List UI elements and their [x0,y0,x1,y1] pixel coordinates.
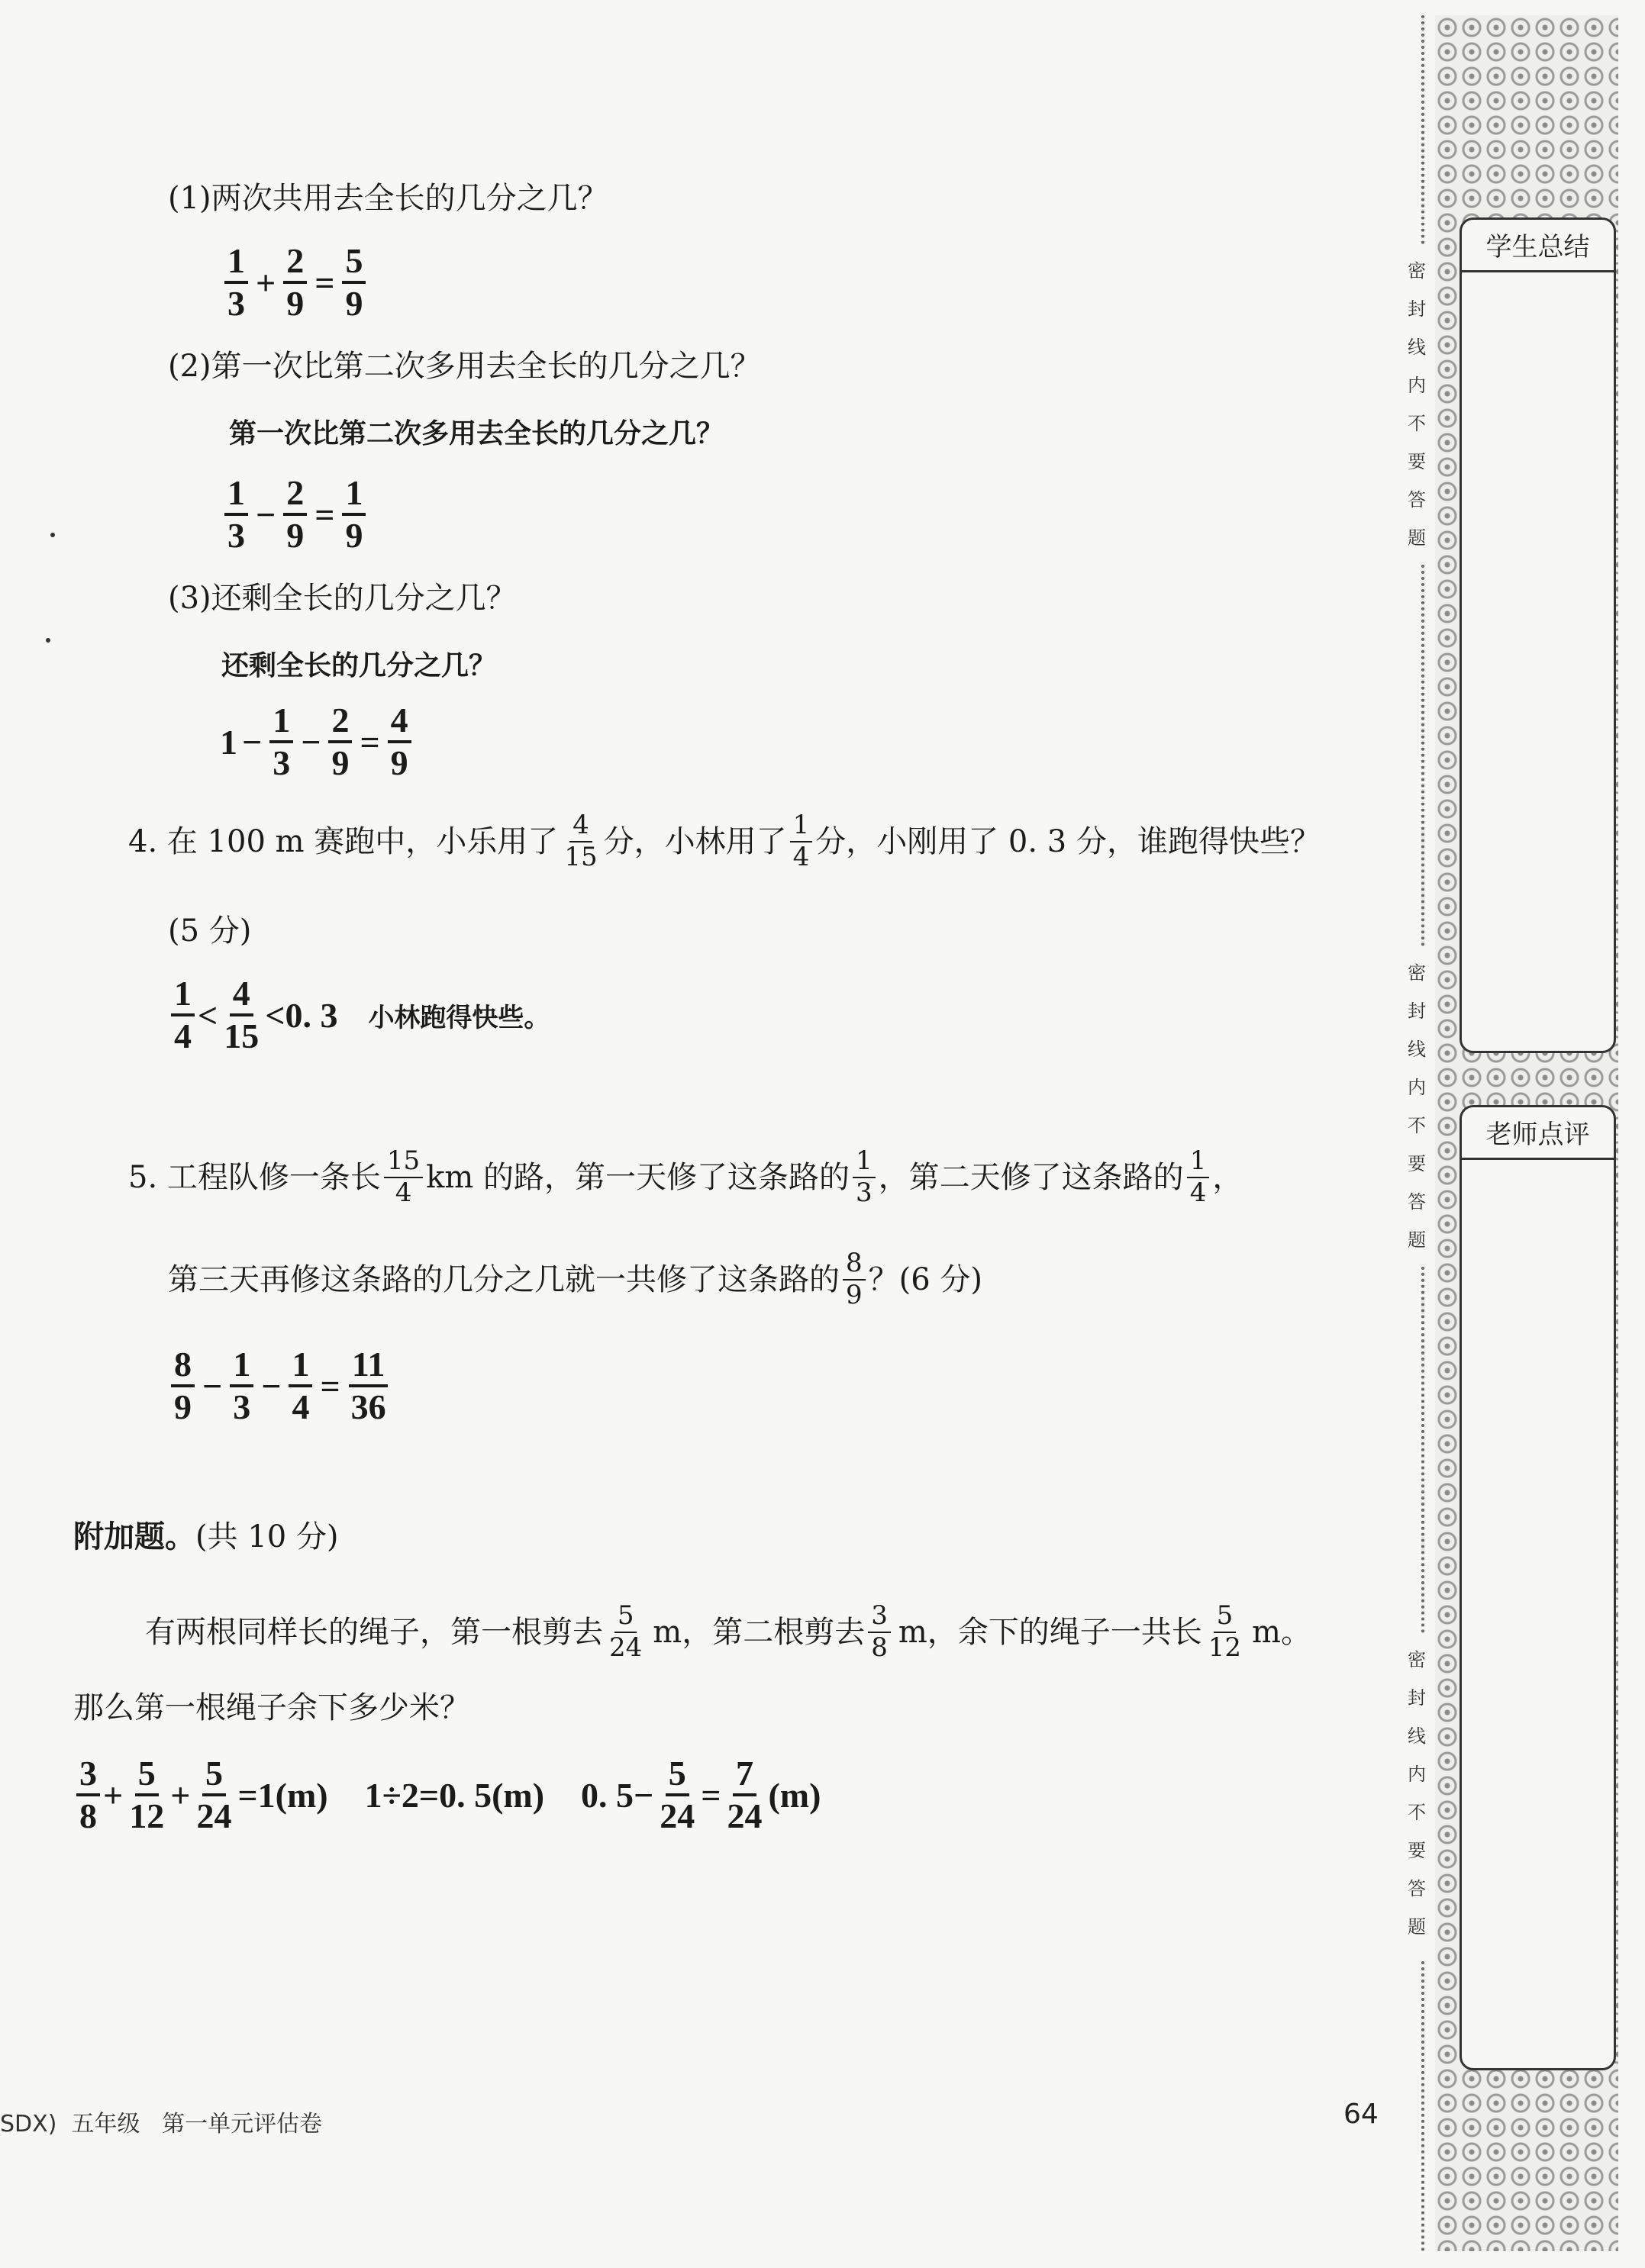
student-summary-panel [1460,217,1616,1053]
q3-part3-question: (3)还剩全长的几分之几？ [168,581,517,616]
teacher-comment-panel [1460,1105,1616,2070]
stray-mark [46,638,50,643]
q5-question-line1: 5. 工程队修一条长 $\frac{15}{4}$ km 的路，第一天修了这条路的 $\frac{1}{3}$ ，第二天修了这条路的 $\frac{1}{4}$ ， [128,1145,1243,1208]
bonus-heading: 附加题。 (共 10 分) [73,1519,339,1554]
seal-dotted-line [1421,15,1424,244]
panel-divider [1462,1158,1614,1160]
q3-part2-answer: $\frac{1}{3}$ − $\frac{2}{9}$ = $\frac{1}{9}$ [221,475,369,555]
seal-text-middle: 密 封 线 内 不 要 答 题 [1408,962,1426,1251]
q5-answer: $\frac{8}{9}$ − $\frac{1}{3}$ − $\frac{1}{4}$ = $\frac{11}{36}$ [168,1346,392,1426]
footer-book-info: SDX) 五年级 第一单元评估卷 [0,2111,323,2138]
bonus-question-line1: 有两根同样长的绳子，第一根剪去 $\frac{5}{24}$ m，第二根剪去 $\frac{3}{8}$ m，余下的绳子一共长 $\frac{5}{12}$ m。 [145,1600,1311,1663]
seal-dotted-line [1421,1267,1424,1633]
bonus-question-line2: 那么第一根绳子余下多少米？ [73,1690,470,1725]
seal-dotted-line [1421,1961,1424,2251]
student-summary-title: 学生总结 [1485,232,1590,263]
stray-mark [50,533,55,537]
page-number: 64 [1343,2099,1379,2130]
teacher-comment-title: 老师点评 [1485,1120,1590,1150]
q3-part1-question: (1)两次共用去全长的几分之几？ [168,181,608,216]
seal-dotted-line [1421,565,1424,946]
q3-part2-question: (2)第一次比第二次多用去全长的几分之几？ [168,349,761,384]
panel-divider [1462,270,1614,272]
q3-part1-answer: $\frac{1}{3}$ + $\frac{2}{9}$ = $\frac{5}{9}$ [221,243,369,323]
q3-part2-handwritten: 第一次比第二次多用去全长的几分之几？ [229,418,724,449]
q5-question-line2: 第三天再修这条路的几分之几就一共修了这条路的 $\frac{8}{9}$ ？(6 分) [168,1248,983,1310]
q4-score: (5 分) [168,913,252,949]
q3-part3-answer: 1 − $\frac{1}{3}$ − $\frac{2}{9}$ = $\frac{4}{9}$ [220,702,414,782]
q4-question: 4. 在 100 m 赛跑中，小乐用了 $\frac{4}{15}$ 分，小林用了 $\frac{1}{4}$ 分，小刚用了 0. 3 分，谁跑得快些？ [128,810,1321,872]
bonus-answer: $\frac{3}{8}$ + $\frac{5}{12}$ + $\frac{5}{24}$ =1(m) 1÷2=0. 5(m) 0. 5− $\frac{5}{24}$ = $\frac{7}{24}$ (m) [73,1755,821,1835]
q3-part3-handwritten: 还剩全长的几分之几？ [221,650,497,681]
seal-text-bottom: 密 封 线 内 不 要 答 题 [1408,1649,1426,1938]
seal-text-top: 密 封 线 内 不 要 答 题 [1408,260,1426,549]
q4-answer: $\frac{1}{4}$ < $\frac{4}{15}$ < 0. 3 小林跑得快些。 [168,975,550,1055]
